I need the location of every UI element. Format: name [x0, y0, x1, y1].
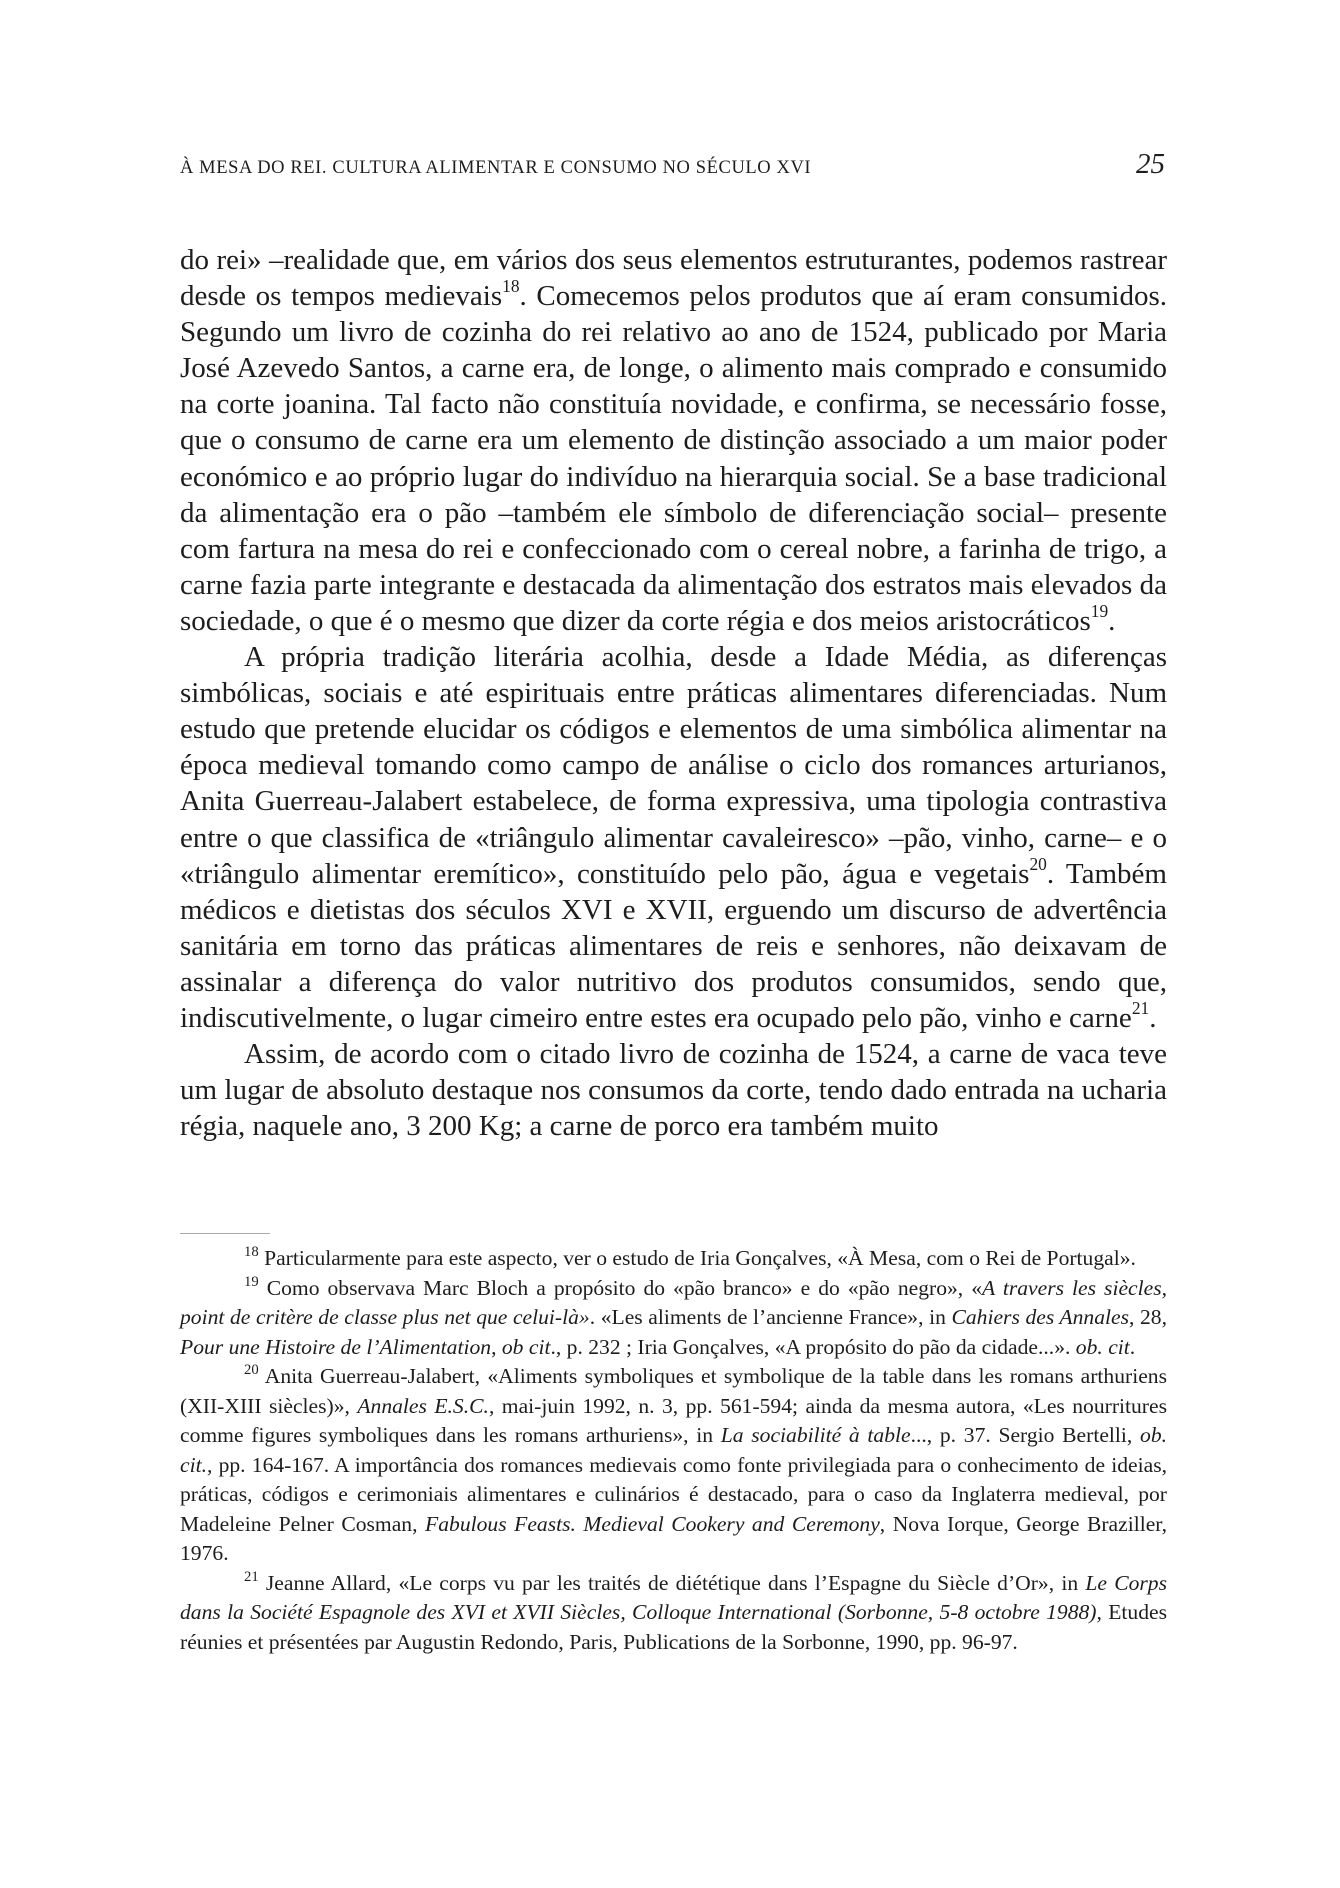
footnote-ref-18: 18: [502, 276, 520, 297]
footnote-ref-21: 21: [1131, 997, 1150, 1018]
footnote-divider: [180, 1233, 270, 1234]
footnote-text: ..., p. 37. Sergio Bertelli,: [910, 1423, 1141, 1447]
footnote-italic: Cahiers des Annales: [951, 1305, 1130, 1329]
footnote-italic: ob. cit: [1075, 1334, 1130, 1359]
paragraph-3: Assim, de acordo com o citado livro de cozinha de 1524, a carne de vaca teve um lugar de absoluto destaque nos consumos da corte, tendo dado entrada na ucharia régia, naquele ano, 3 200 Kg; a carne de porco era também muito: [180, 1038, 1167, 1143]
footnote-italic: Pour une Histoire de l’Alimentation: [180, 1334, 492, 1359]
footnote-number: 21: [244, 1568, 259, 1585]
footnote-text: ., p. 232 ; Iria Gonçalves, «A propósito do pão da cidade...».: [550, 1334, 1076, 1359]
footnote-text: ,: [491, 1334, 502, 1359]
footnote-text: Jeanne Allard, «Le corps vu par les traités de diététique dans l’Espagne du Siècle d’Or», in: [258, 1570, 1086, 1595]
footnote-19: [180, 1274, 1167, 1363]
footnote-italic: Fabulous Feasts. Medieval Cookery and Ceremony: [425, 1511, 880, 1536]
footnote-italic: Le Corps dans la Société Espagnole des XVI et XVII Siècles, Colloque International (Sorbonne, 5-8 octobre 1988),: [180, 1570, 1167, 1624]
footnote-italic: A travers les siècles, point de critère de classe plus net que celui-là»: [180, 1275, 1167, 1329]
footnote-ref-20: 20: [1029, 853, 1047, 874]
paragraph-1: [180, 242, 1167, 639]
footnote-number: 18: [244, 1244, 259, 1261]
footnote-18: [180, 1244, 1167, 1274]
footnote-text: Como observava Marc Bloch a propósito do «pão branco» e do «pão negro», «: [258, 1275, 983, 1300]
page-number: 25: [1136, 148, 1165, 180]
footnote-text: Etudes réunies et présentées par Augustin Redondo, Paris, Publications de la Sorbonne, 1990, pp. 96-97.: [180, 1600, 1167, 1654]
running-head: [180, 148, 1165, 181]
running-title: À MESA DO REI. CULTURA ALIMENTAR E CONSUMO NO SÉCULO XVI: [180, 158, 812, 178]
footnote-text: Particularmente para este aspecto, ver o estudo de Iria Gonçalves, «À Mesa, com o Rei de Portugal».: [258, 1246, 1136, 1270]
paragraph-text: .: [1149, 1001, 1157, 1034]
footnote-italic: Annales E.S.C.: [357, 1393, 489, 1418]
footnote-italic: La sociabilité à table: [720, 1423, 911, 1447]
footnote-text: Anita Guerreau-Jalabert, «Aliments symboliques et symbolique de la table dans les romans arthuriens (XII-XIII siècles)»,: [180, 1364, 1167, 1418]
footnote-text: pp. 164-167. A importância dos romances medievais como fonte privilegiada para o conhecimento de ideias, práticas, códigos e cerimoniais alimentares e culinários é destacado, para o caso da Inglaterra medieval, por Madeleine Pelner Cosman,: [180, 1452, 1167, 1536]
paragraph-text: . Comecemos pelos produtos que aí eram consumidos. Segundo um livro de cozinha do rei relativo ao ano de 1524, publicado por Maria José Azevedo Santos, a carne era, de longe, o alimento mais comprado e consumido na corte joanina. Tal facto não constituía novidade, e confirma, se necessário fosse, que o consumo de carne era um elemento de distinção associado a um maior poder económico e ao próprio lugar do indivíduo na hierarquia social. Se a base tradicional da alimentação era o pão –também ele símbolo de diferenciação social– presente com fartura na mesa do rei e confeccionado com o cereal nobre, a farinha de trigo, a carne fazia parte integrante e destacada da alimentação dos estratos mais elevados da sociedade, o que é o mesmo que dizer da corte régia e dos meios aristocráticos: [180, 280, 1167, 637]
paragraph-text: .: [1108, 604, 1116, 637]
footnote-20: [180, 1362, 1167, 1569]
footnote-italic: ob. cit.,: [180, 1423, 1168, 1477]
footnote-text: , Nova Iorque, George Braziller, 1976.: [180, 1511, 1168, 1565]
paragraph-text: . Também médicos e dietistas dos séculos XVI e XVII, erguendo um discurso de advertência sanitária em torno das práticas alimentares de reis e senhores, não deixavam de assinalar a diferença do valor nutritivo dos produtos consumidos, sendo que, indiscutivelmente, o lugar cimeiro entre estes era ocupado pelo pão, vinho e carne: [180, 857, 1167, 1034]
paragraph-2: [180, 639, 1167, 1036]
footnote-21: [180, 1569, 1167, 1658]
footnote-italic: ob cit: [501, 1334, 551, 1359]
footnotes: [180, 1244, 1167, 1657]
footnote-text: . «Les aliments de l’ancienne France», in: [589, 1305, 952, 1329]
paragraph-text: A própria tradição literária acolhia, desde a Idade Média, as diferenças simbólicas, sociais e até espirituais entre práticas alimentares diferenciadas. Num estudo que pretende elucidar os códigos e elementos de uma simbólica alimentar na época medieval tomando como campo de análise o ciclo dos romances arturianos, Anita Guerreau-Jalabert estabelece, de forma expressiva, uma tipologia contrastiva entre o que classifica de «triângulo alimentar cavaleiresco» –pão, vinho, carne– e o «triângulo alimentar eremítico», constituído pelo pão, água e vegetais: [180, 641, 1167, 890]
paragraph-text: do rei» –realidade que, em vários dos seus elementos estruturantes, podemos rastrear desde os tempos medievais: [180, 244, 1167, 313]
footnote-text: .: [1129, 1334, 1136, 1359]
body-text: [180, 242, 1167, 1144]
footnote-ref-19: 19: [1090, 600, 1109, 621]
footnote-number: 20: [244, 1362, 259, 1379]
footnote-text: , mai-juin 1992, n. 3, pp. 561-594; ainda da mesma autora, «Les nourritures comme figures symboliques dans les romans arthuriens», in: [180, 1393, 1167, 1447]
footnote-text: , 28,: [1129, 1305, 1167, 1329]
footnote-number: 19: [244, 1273, 259, 1290]
